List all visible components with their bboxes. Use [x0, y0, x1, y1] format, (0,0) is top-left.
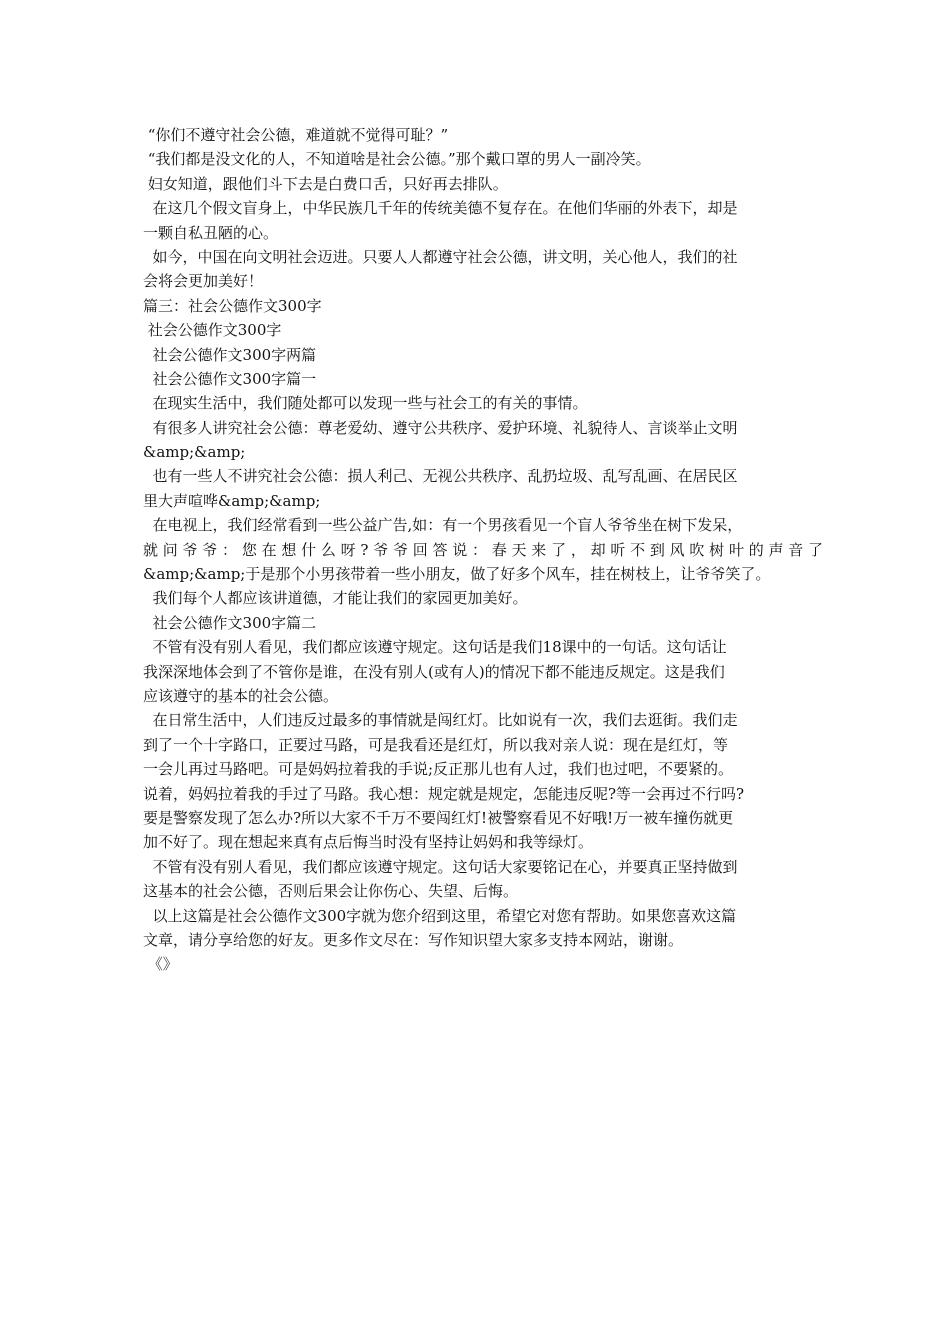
part-heading: 社会公德作文300字篇二	[143, 613, 317, 632]
text-line: “你们不遵守社会公德，难道就不觉得可耻？”	[143, 126, 449, 144]
text-line: 这基本的社会公德，否则后果会让你伤心、失望、后悔。	[143, 882, 519, 901]
text-line: 一颗自私丑陋的心。	[143, 223, 279, 242]
section-heading: 篇三：社会公德作文300字	[143, 296, 322, 315]
text-line: 加不好了。现在想起来真有点后悔当时没有坚持让妈妈和我等绿灯。	[143, 833, 594, 852]
text-line: 到了一个十字路口，正要过马路，可是我看还是红灯，所以我对亲人说：现在是红灯，等	[143, 735, 729, 754]
text-line: &amp;&amp;于是那个小男孩带着一些小朋友，做了好多个风车，挂在树枝上，让爷爷笑了。	[143, 565, 771, 584]
text-line: 说着，妈妈拉着我的手过了马路。我心想：规定就是规定，怎能违反呢?等一会再过不行吗?	[143, 784, 745, 803]
text-line: 以上这篇是社会公德作文300字就为您介绍到这里，希望它对您有帮助。如果您喜欢这篇	[143, 906, 737, 925]
text-line: 也有一些人不讲究社会公德：损人利己、无视公共秩序、乱扔垃圾、乱写乱画、在居民区	[143, 467, 738, 486]
part-heading: 社会公德作文300字篇一	[143, 369, 317, 388]
text-line: 在电视上，我们经常看到一些公益广告,如：有一个男孩看见一个盲人爷爷坐在树下发呆，	[143, 516, 743, 535]
text-line: 在日常生活中，人们违反过最多的事情就是闯红灯。比如说有一次，我们去逛街。我们走	[143, 711, 738, 730]
text-line: “我们都是没文化的人，不知道啥是社会公德。”那个戴口罩的男人一副冷笑。	[143, 150, 651, 169]
text-line: 里大声喧哗&amp;&amp;	[143, 491, 321, 510]
text-line: 《》	[143, 955, 178, 974]
text-line: 在这几个假文盲身上，中华民族几千年的传统美德不复存在。在他们华丽的外表下，却是	[143, 199, 738, 218]
article-subtitle: 社会公德作文300字两篇	[143, 345, 317, 364]
article-title: 社会公德作文300字	[143, 321, 282, 340]
text-line: 就问爷爷：您在想什么呀?爷爷回答说：春天来了，却听不到风吹树叶的声音了	[143, 540, 823, 559]
text-line: 应该遵守的基本的社会公德。	[143, 686, 339, 705]
text-line: 我们每个人都应该讲道德，才能让我们的家园更加美好。	[143, 589, 528, 608]
text-line: 有很多人讲究社会公德：尊老爱幼、遵守公共秩序、爱护环境、礼貌待人、言谈举止文明	[143, 418, 738, 437]
text-line: 妇女知道，跟他们斗下去是白费口舌，只好再去排队。	[143, 174, 508, 193]
text-line: 会将会更加美好！	[143, 272, 264, 291]
text-line: 一会儿再过马路吧。可是妈妈拉着我的手说;反正那儿也有人过，我们也过吧，不要紧的。	[143, 760, 734, 779]
text-line: 不管有没有别人看见，我们都应该遵守规定。这句话是我们18课中的一句话。这句话让	[143, 638, 727, 657]
text-line: 文章，请分享给您的好友。更多作文尽在：写作知识望大家多支持本网站，谢谢。	[143, 930, 684, 949]
text-line: 我深深地体会到了不管你是谁，在没有别人(或有人)的情况下都不能违反规定。这是我们	[143, 662, 725, 681]
text-line: 在现实生活中，我们随处都可以发现一些与社会工的有关的事情。	[143, 394, 588, 413]
text-line: 如今，中国在向文明社会迈进。只要人人都遵守社会公德，讲文明，关心他人，我们的社	[143, 247, 738, 266]
text-line: 不管有没有别人看见，我们都应该遵守规定。这句话大家要铭记在心，并要真正坚持做到	[143, 857, 738, 876]
text-line: &amp;&amp;	[143, 443, 246, 462]
document-body	[143, 123, 823, 977]
text-line: 要是警察发现了怎么办?所以大家不千万不要闯红灯!被警察看见不好哦!万一被车撞伤就更	[143, 808, 734, 827]
